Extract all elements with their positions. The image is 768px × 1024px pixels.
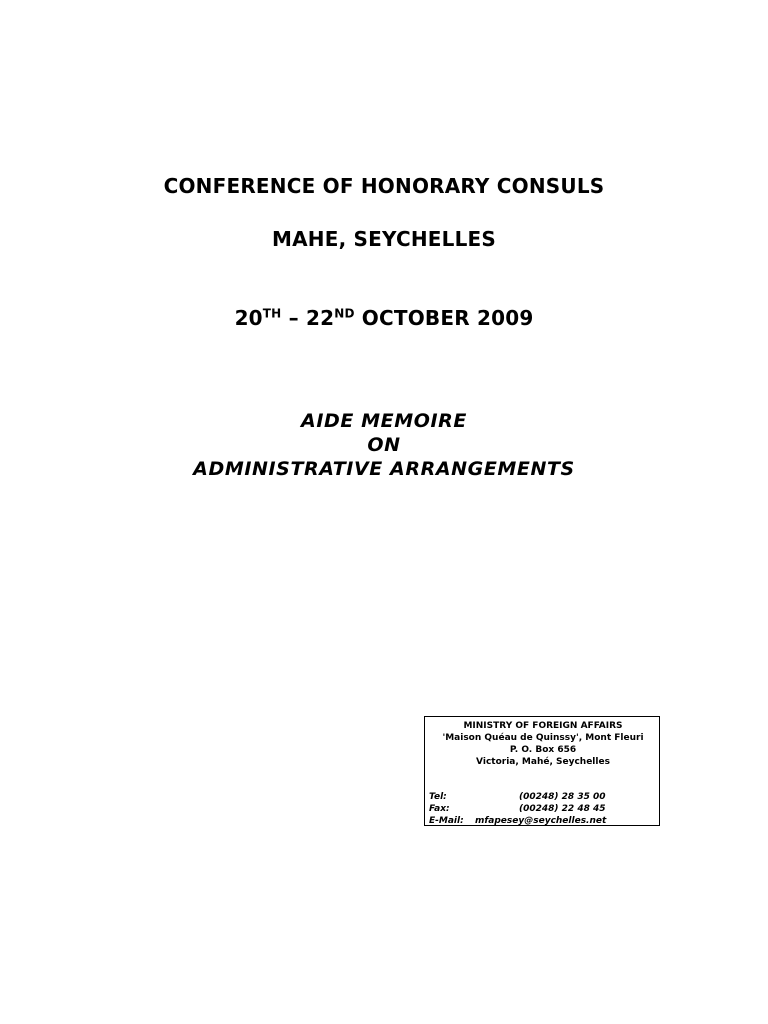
telephone-label: Tel: [429,792,447,802]
start-day: 20 [234,306,263,330]
ministry-contact-box [424,716,660,826]
end-day-suffix: ND [334,306,355,321]
subtitle-line-3: ADMINISTRATIVE ARRANGEMENTS [193,458,575,480]
ministry-city: Victoria, Mahé, Seychelles [476,757,610,767]
start-day-suffix: TH [262,306,282,321]
ministry-building: 'Maison Quéau de Quinssy', Mont Fleuri [442,733,644,743]
date-separator: – [281,306,306,330]
email-label: E-Mail: [429,816,464,826]
subtitle-line-1: AIDE MEMOIRE [301,410,467,432]
ministry-po-box: P. O. Box 656 [509,745,577,755]
end-day: 22 [305,306,335,330]
conference-dates [0,306,768,330]
month-year: OCTOBER 2009 [354,306,534,330]
fax-label: Fax: [429,804,450,814]
conference-location: MAHE, SEYCHELLES [271,227,496,251]
conference-title: CONFERENCE OF HONORARY CONSULS [163,174,605,198]
telephone-value: (00248) 28 35 00 [519,792,606,802]
ministry-name: MINISTRY OF FOREIGN AFFAIRS [463,721,623,731]
email-value: mfapesey@seychelles.net [475,816,607,826]
fax-value: (00248) 22 48 45 [519,804,606,814]
subtitle-line-2: ON [367,434,401,456]
